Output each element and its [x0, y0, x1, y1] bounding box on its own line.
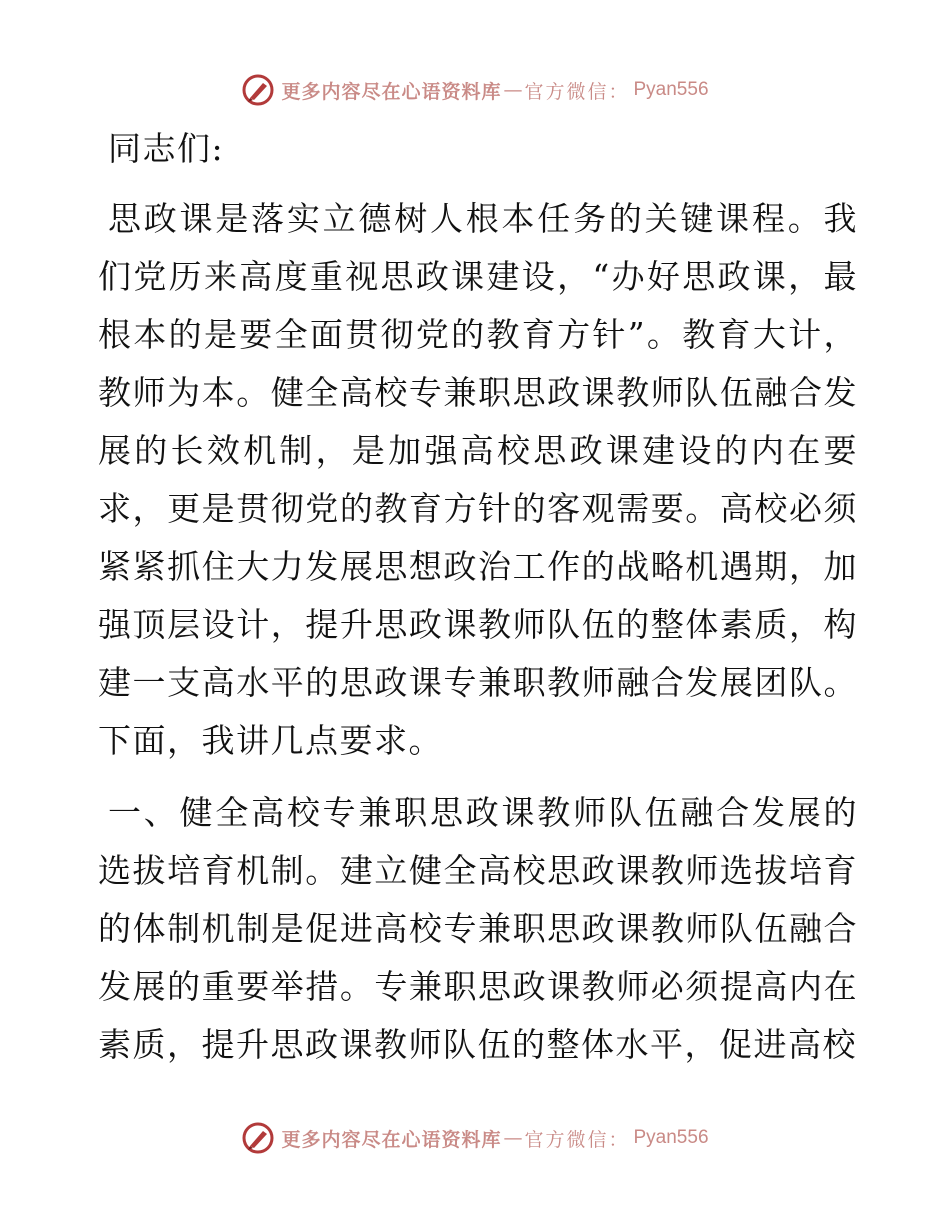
paragraph-section-one: 一、健全高校专兼职思政课教师队伍融合发展的选拔培育机制。建立健全高校思政课教师选拔培育的体制机制是促进高校专兼职思政课教师队伍融合发展的重要举措。专兼职思政课教师必须提高内在素质，提升思政课教师队伍的整体水平，促进高校: [98, 793, 858, 1064]
header-official-label: 官方微信：: [524, 80, 630, 103]
header-separator: —: [503, 79, 523, 101]
footer-official-label: 官方微信：: [524, 1128, 630, 1151]
footer-banner: [0, 1118, 950, 1158]
footer-wechat-id: Pyan556: [633, 1127, 709, 1148]
header-brand-text: 更多内容尽在心语资料库: [281, 80, 502, 103]
paragraph-intro: 思政课是落实立德树人根本任务的关键课程。我们党历来高度重视思政课建设，“办好思政课，最根本的是要全面贯彻党的教育方针”。教育大计，教师为本。健全高校专兼职思政课教师队伍融合发展的长效机制，是加强高校思政课建设的内在要求，更是贯彻党的教育方针的客观需要。高校必须紧紧抓住大力发展思想政治工作的战略机遇期，加强顶层设计，提升思政课教师队伍的整体素质，构建一支高水平的思政课专兼职教师融合发展团队。下面，我讲几点要求。: [98, 199, 858, 760]
footer-brand-text: 更多内容尽在心语资料库: [281, 1128, 502, 1151]
header-banner: [0, 70, 950, 110]
header-wechat-id: Pyan556: [633, 79, 709, 100]
footer-separator: —: [503, 1127, 523, 1149]
greeting: 同志们:: [108, 129, 225, 168]
document-body: [98, 120, 858, 1088]
pen-logo-icon: [241, 73, 275, 107]
pen-logo-icon: [241, 1121, 275, 1155]
